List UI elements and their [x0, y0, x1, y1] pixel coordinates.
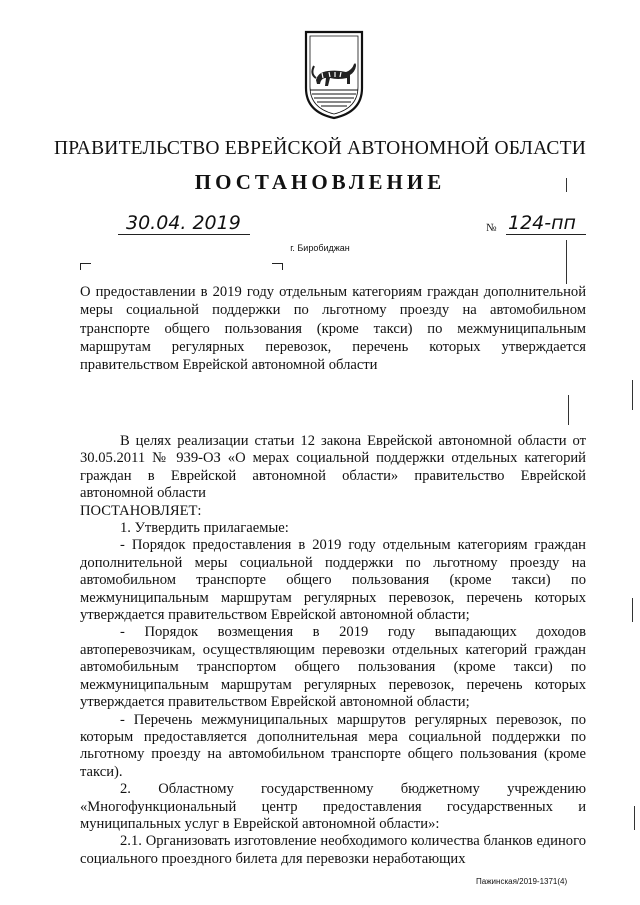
number-label: №	[486, 222, 497, 234]
coat-of-arms-icon	[302, 28, 366, 120]
clause-1: 1. Утвердить прилагаемые:	[120, 520, 289, 537]
clause-1-item-3: - Перечень межмуниципальных маршрутов регулярных перевозок, по которым предоставляется дополнительная мера социальной поддержки по льготному проезду на автомобильном транспорте общего пользования (кроме такси).	[80, 711, 586, 780]
document-subject: О предоставлении в 2019 году отдельным категориям граждан дополнительной меры социальной поддержки по льготному проезду на автомобильном транспорте общего пользования (кроме такси) по межмуниципальным маршрутам регулярных перевозок, перечень которых утверждается правительством Еврейской автономной области	[80, 284, 586, 374]
document-body	[80, 433, 586, 868]
scan-mark	[566, 240, 567, 284]
document-date: 30.04. 2019	[118, 212, 250, 235]
subject-corner-left	[80, 263, 91, 270]
scan-mark	[568, 395, 569, 425]
document-number: 124-пп	[506, 212, 586, 235]
scan-mark	[566, 178, 567, 192]
clause-1-item-2: - Порядок возмещения в 2019 году выпадающих доходов автоперевозчикам, осуществляющим перевозки отдельных категорий граждан автомобильным транспортом общего пользования (кроме такси) по межмуниципальным маршрутам регулярных перевозок, перечень которых утверждается правительством Еврейской автономной области;	[80, 624, 586, 711]
subject-corner-right	[272, 263, 283, 270]
clause-1-item-1: - Порядок предоставления в 2019 году отдельным категориям граждан дополнительной меры социальной поддержки по льготному проезду на автомобильном транспорте общего пользования (кроме такси) по межмуниципальным маршрутам регулярных перевозок, перечень которых утверждается правительством Еврейской автономной области;	[80, 537, 586, 624]
resolves-paragraph: ПОСТАНОВЛЯЕТ:	[80, 502, 202, 519]
scan-mark	[632, 598, 633, 622]
scan-mark	[634, 806, 635, 830]
clause-2-1: 2.1. Организовать изготовление необходимого количества бланков единого социального проездного билета для перевозки неработающих	[80, 833, 586, 867]
document-code: Пажинская/2019-1371(4)	[476, 877, 568, 886]
scan-mark	[632, 380, 633, 410]
clause-2: 2. Областному государственному бюджетному учреждению «Многофункциональный центр предоставления государственных и муниципальных услуг в Еврейской автономной области»:	[80, 781, 586, 832]
government-title: ПРАВИТЕЛЬСТВО ЕВРЕЙСКОЙ АВТОНОМНОЙ ОБЛАСТИ	[53, 138, 587, 159]
preamble-paragraph: В целях реализации статьи 12 закона Еврейской автономной области от 30.05.2011 № 939-ОЗ «О мерах социальной поддержки отдельных категорий граждан в Еврейской автономной области» правительство Еврейской автономной области	[80, 433, 586, 502]
city-name: г. Биробиджан	[290, 243, 350, 253]
document-type-heading: ПОСТАНОВЛЕНИЕ	[194, 170, 446, 194]
